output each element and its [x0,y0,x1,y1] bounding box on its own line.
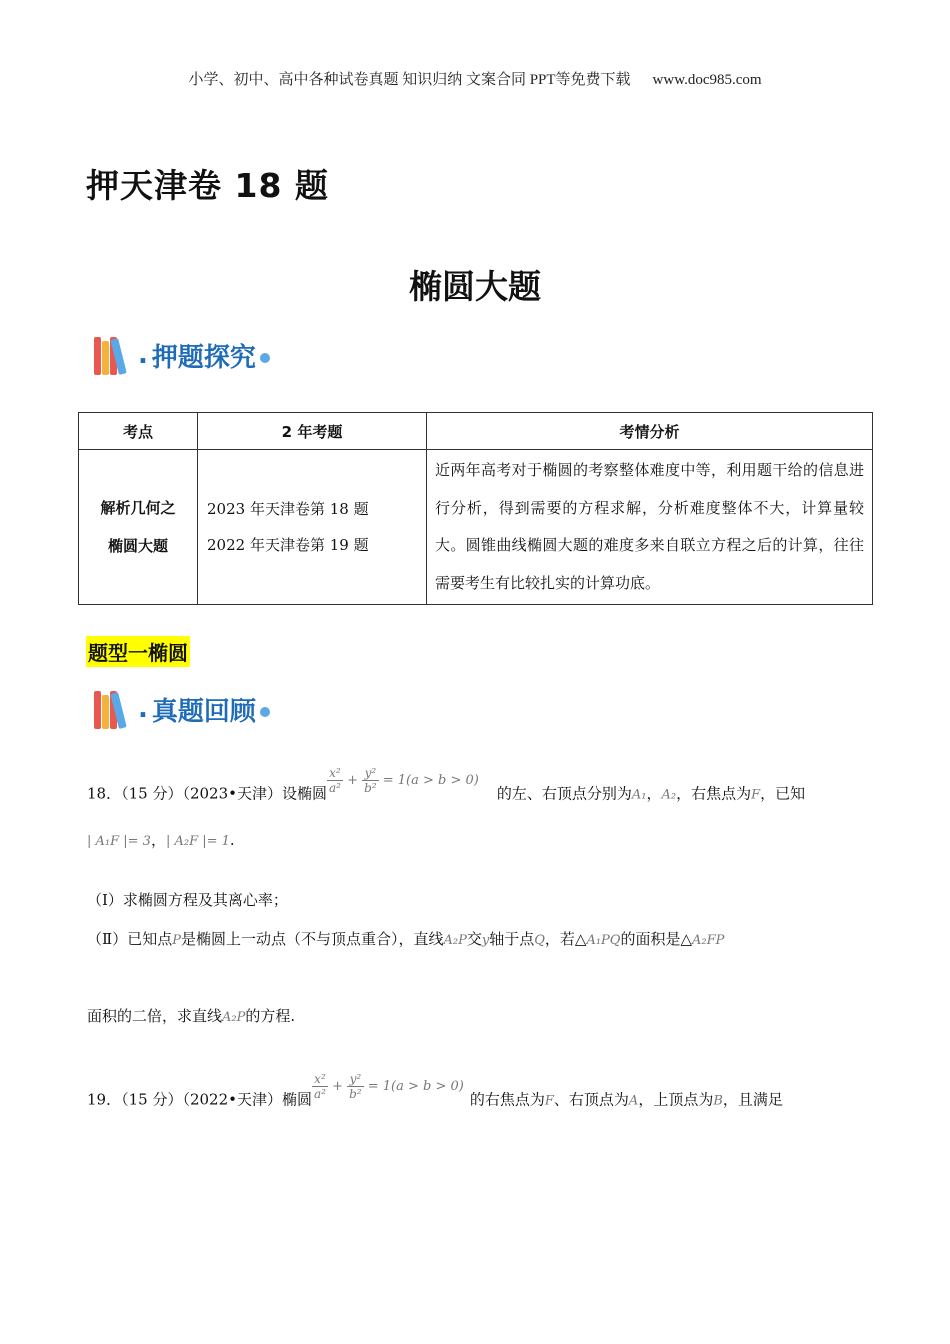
books-icon [94,335,138,375]
comma: ， [150,831,166,849]
part2-g: 面积的二倍，求直线 [87,1007,223,1025]
exams-cell [198,450,427,605]
eq-rest: = 1(a > b > 0) [382,773,479,788]
q19-A: A [628,1093,639,1109]
q18-part2-line2 [87,1005,295,1026]
q19-mid2: 、右顶点为 [553,1090,629,1109]
period: . [229,831,235,849]
triangle-A2FP: A₂FP [692,933,725,948]
eq-den-b: b² [364,781,377,795]
q19-prefix: 19．（15 分）（2022•天津）椭圆 [87,1090,312,1109]
eq-den-b: b² [349,1087,362,1101]
eq-num-x: x² [327,766,343,781]
q18-ellipse-equation: $\frac{\text{x²}}{\text{a²}}$ + $\frac{\text{y²}}{\text{b²}}$ = 1(a > b > 0) [328,766,479,795]
q19-ellipse-equation: $\frac{\text{x²}}{\text{a²}}$ + $\frac{\text{y²}}{\text{b²}}$ = 1(a > b > 0) [313,1072,464,1101]
q19-mid: 的右焦点为 [469,1090,545,1109]
page-subtitle: 椭圆大题 [409,267,541,306]
axis-y: y [481,933,490,948]
analysis-cell: 近两年高考对于椭圆的考察整体难度中等，利用题干给的信息进行分析，得到需要的方程求解，分析难度整体不大，计算量较大。圆锥曲线椭圆大题的难度多来自联立方程之后的计算，往往需要考生有比较扎实的计算功底。 [427,450,873,605]
eq-rest: = 1(a > b > 0) [367,1079,464,1094]
q18-F: F [751,787,761,803]
section-label-review: 真题回顾 [151,696,256,727]
question-type-label: 题型一椭圆 [86,636,190,667]
eq-den-a: a² [328,781,341,795]
exam-2022: 2022 年天津卷第 19 题 [207,536,369,554]
q18-mid: 的左、右顶点分别为 [496,784,632,803]
col-header-exams: 2 年考题 [198,413,427,450]
section-label-explore: 押题探究 [151,342,256,373]
eq-den-a: a² [313,1087,326,1101]
q19-end: ，且满足 [722,1090,783,1109]
q18-A1: A₁ [631,787,647,803]
books-icon [94,689,138,729]
line-A2P: A₂P [222,1010,246,1025]
page-header [0,68,950,89]
part2-c: 交 [466,930,482,948]
header-site[interactable]: www.doc985.com [652,72,762,88]
eq-num-x: x² [312,1072,328,1087]
topic-cell [79,450,198,605]
q18-part2-line1 [87,928,724,949]
part2-h: 的方程. [245,1007,296,1025]
part2-a: （Ⅱ）已知点 [87,930,173,948]
q18-cond1: | A₁F |= 3 [87,834,151,849]
dot-icon [260,707,270,717]
point-P: P [172,933,181,948]
topic-line2: 椭圆大题 [107,537,168,555]
q19-F: F [544,1093,554,1109]
col-header-topic: 考点 [79,413,198,450]
analysis-table [78,412,873,605]
q18-end: ，已知 [760,784,806,803]
triangle-A1PQ: A₁PQ [586,933,621,948]
part2-d: 轴于点 [489,930,535,948]
point-Q: Q [534,933,545,948]
q18-prefix: 18．（15 分）（2023•天津）设椭圆 [87,784,327,803]
section-header-review: . 真题回顾 [94,688,270,730]
q18-part1: （Ⅰ）求椭圆方程及其离心率； [87,891,288,909]
part2-e: ，若△ [544,930,587,948]
header-text: 小学、初中、高中各种试卷真题 知识归纳 文案合同 PPT等免费下载 [188,72,631,88]
part2-b: 是椭圆上一动点（不与顶点重合），直线 [180,930,444,948]
table-row [79,450,873,605]
q18-line1 [87,766,806,809]
q19-line1 [87,1072,783,1115]
section-header-explore: . 押题探究 [94,334,270,376]
line-A2P: A₂P [443,933,467,948]
eq-num-y: y² [347,1072,364,1087]
comma: ， [646,784,662,803]
q18-line2 [87,829,235,850]
table-header-row [79,413,873,450]
q18-mid2: ，右焦点为 [676,784,752,803]
q19-mid3: ，上顶点为 [638,1090,714,1109]
page-title: 押天津卷 18 题 [86,166,329,205]
part2-f: 的面积是△ [620,930,692,948]
q18-A2: A₂ [661,787,677,803]
dot-icon [260,353,270,363]
q19-B: B [713,1093,723,1109]
eq-num-y: y² [362,766,379,781]
q18-cond2: | A₂F |= 1 [165,834,230,849]
col-header-analysis: 考情分析 [427,413,873,450]
exam-2023: 2023 年天津卷第 18 题 [207,500,369,518]
topic-line1: 解析几何之 [100,499,176,517]
